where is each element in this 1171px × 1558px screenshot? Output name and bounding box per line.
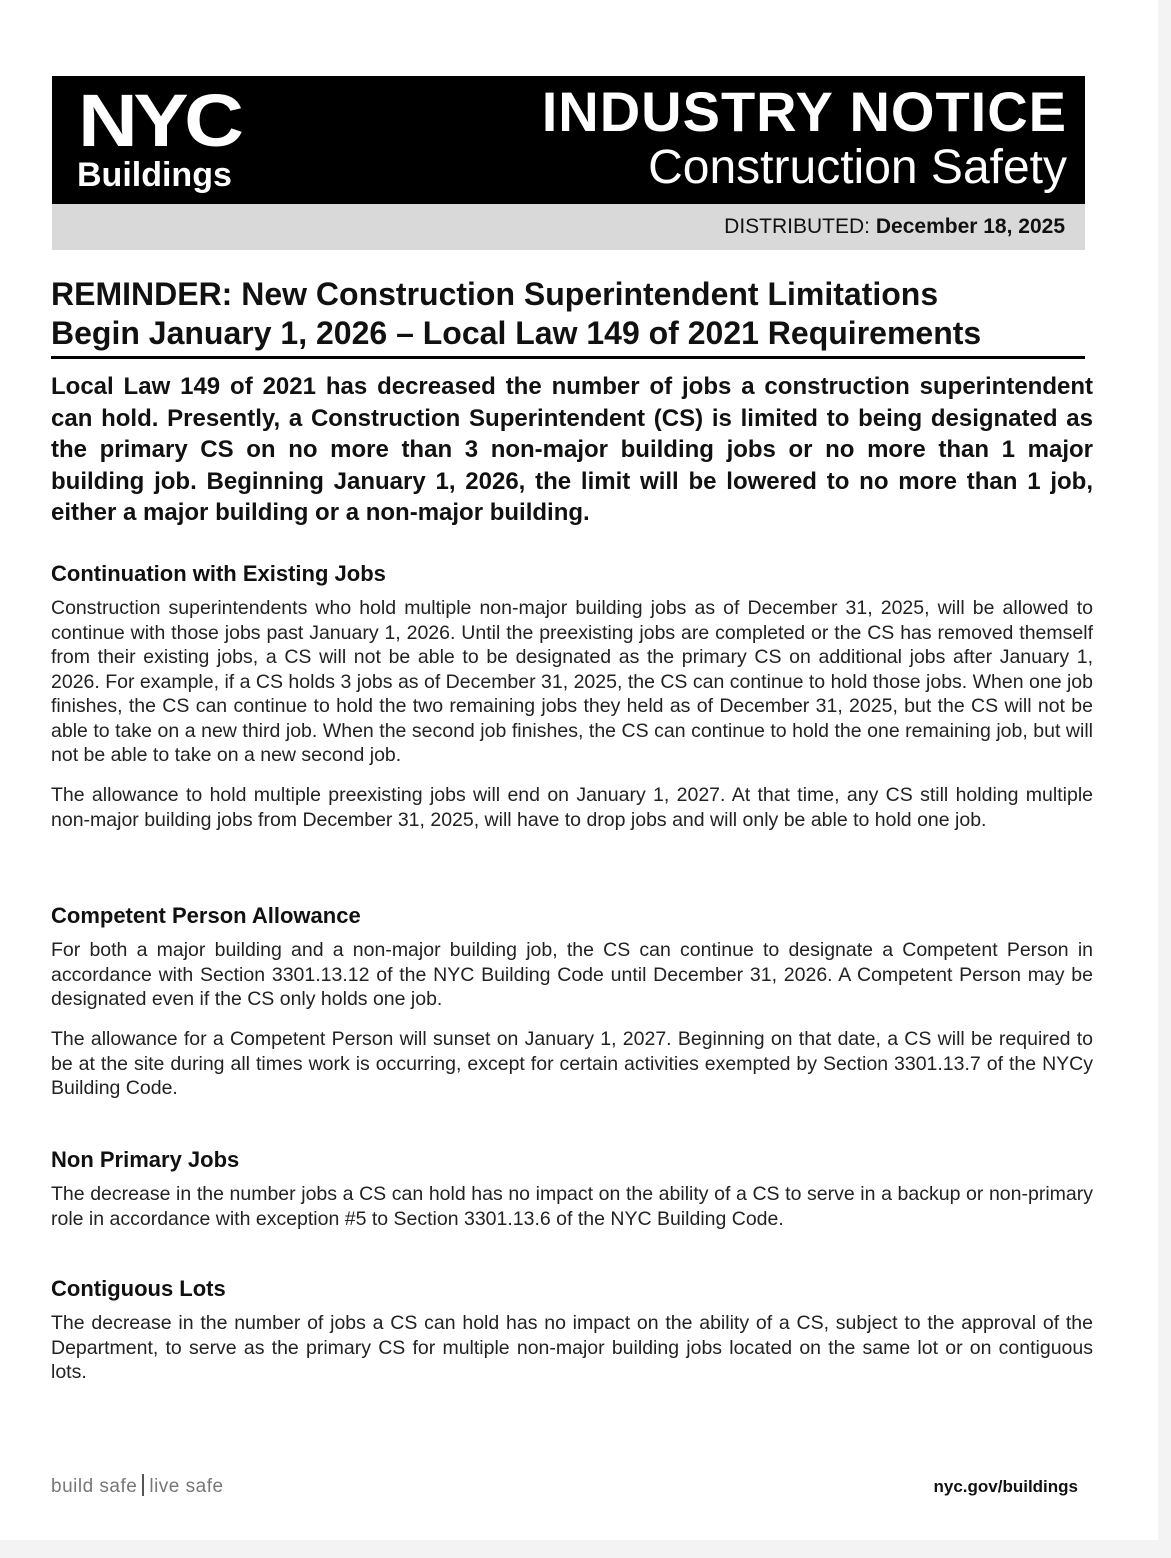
section-paragraph: Construction superintendents who hold multiple non-major building jobs as of December 31, 2025, will be allowed to continue with those jobs past January 1, 2026. Until the preexisting jobs are completed or the CS has removed themself from their existing jobs, a CS will not be able to be designated as the primary CS on additional jobs after January 1, 2026. For example, if a CS holds 3 jobs as of December 31, 2025, the CS can continue to hold those jobs. When one job finishes, the CS can continue to hold the two remaining jobs they held as of December 31, 2025, but the CS will not be able to take on a new third job. When the second job finishes, the CS can continue to hold the one remaining job, but will not be able to take on a new second job. [51,597,1093,766]
tagline-build-safe: build safe [51,1476,138,1497]
section-paragraph: The decrease in the number jobs a CS can hold has no impact on the ability of a CS to serve in a backup or non-primary role in accordance with exception #5 to Section 3301.13.6 of the NYC Building Code. [51,1183,1093,1230]
intro-paragraph: Local Law 149 of 2021 has decreased the number of jobs a construction superintendent can hold. Presently, a Construction Superintendent (CS) is limited to being designated as the primary CS on no more than 3 non-major building jobs or no more than 1 major building job. Beginning January 1, 2026, the limit will be lowered to no more than 1 job, either a major building or a non-major building. [51,373,1093,526]
distributed-line [724,215,1065,239]
title-line-1: REMINDER: New Construction Superintendent Limitations [51,276,939,312]
tagline-separator [142,1474,144,1496]
section-heading-non-primary: Non Primary Jobs [51,1147,240,1172]
section-heading-contiguous-lots: Contiguous Lots [51,1276,226,1301]
header-banner [52,76,1085,204]
buildings-logo-text: Buildings [77,156,232,194]
footer-url[interactable]: nyc.gov/buildings [933,1477,1078,1496]
tagline-live-safe: live safe [149,1476,224,1497]
title-line-2: Begin January 1, 2026 – Local Law 149 of 2021 Requirements [51,315,982,351]
distributed-label: DISTRIBUTED: [724,215,876,238]
notice-title: INDUSTRY NOTICE [541,80,1067,143]
notice-subtitle: Construction Safety [648,141,1067,194]
section-paragraph: The allowance for a Competent Person will sunset on January 1, 2027. Beginning on that date, a CS will be required to be at the site during all times work is occurring, except for certain activities exempted by Section 3301.13.7 of the NYCy Building Code. [51,1028,1093,1099]
section-heading-continuation: Continuation with Existing Jobs [51,561,386,586]
section-paragraph: The allowance to hold multiple preexisting jobs will end on January 1, 2027. At that time, any CS still holding multiple non-major building jobs from December 31, 2025, will have to drop jobs and will only be able to hold one job. [51,784,1093,831]
section-paragraph: For both a major building and a non-major building job, the CS can continue to designate a Competent Person in accordance with Section 3301.13.12 of the NYC Building Code until December 31, 2026. A Competent Person may be designated even if the CS only holds one job. [51,939,1093,1010]
document-title [51,275,1091,353]
section-paragraph: The decrease in the number of jobs a CS can hold has no impact on the ability of a CS, subject to the approval of the Department, to serve as the primary CS for multiple non-major building jobs located on the same lot or on contiguous lots. [51,1312,1093,1383]
section-heading-competent-person: Competent Person Allowance [51,903,361,928]
distribution-bar [52,204,1085,250]
nyc-logo: NYC [78,79,240,162]
distributed-date: December 18, 2025 [875,215,1065,238]
title-divider [51,356,1085,359]
footer-tagline [51,1474,224,1498]
